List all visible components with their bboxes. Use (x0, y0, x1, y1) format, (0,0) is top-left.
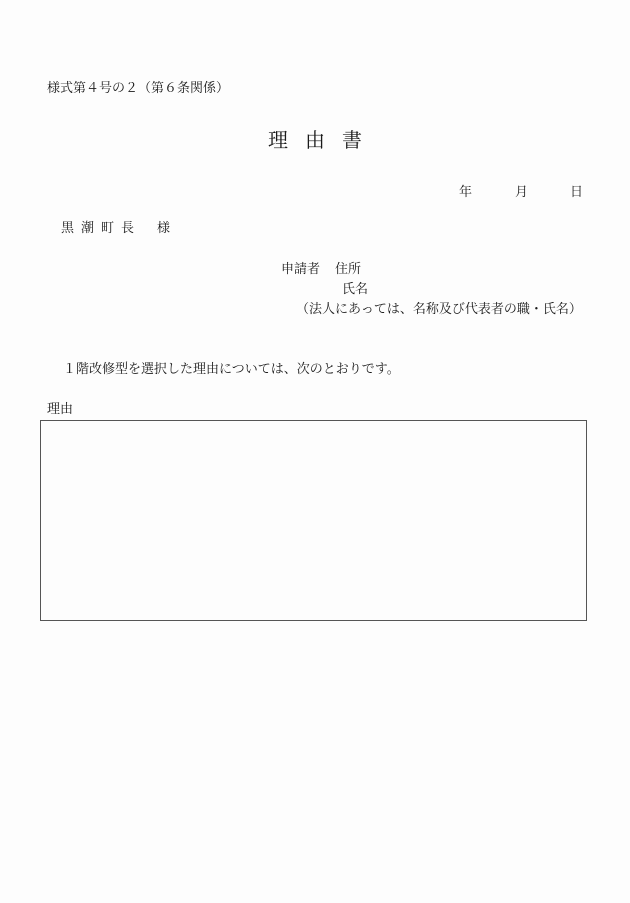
applicant-label: 申請者 (281, 262, 321, 277)
addressee (61, 221, 170, 237)
name-label: 氏名 (342, 282, 369, 297)
addressee-honorific: 様 (157, 221, 171, 236)
date-year-label: 年 (459, 185, 473, 200)
date-day-label: 日 (570, 185, 584, 200)
address-label: 住所 (335, 262, 362, 277)
form-number: 様式第４号の２（第６条関係） (47, 81, 230, 96)
statement-text: １階改修型を選択した理由については、次のとおりです。 (63, 362, 400, 377)
addressee-name: 黒潮町長 (61, 221, 142, 236)
document-title: 理由書 (268, 128, 379, 152)
date-fields (459, 181, 584, 200)
corporate-note: （法人にあっては、名称及び代表者の職・氏名） (296, 302, 582, 317)
reason-field[interactable] (40, 420, 587, 621)
reason-label: 理由 (47, 402, 74, 417)
date-month-label: 月 (515, 185, 529, 200)
